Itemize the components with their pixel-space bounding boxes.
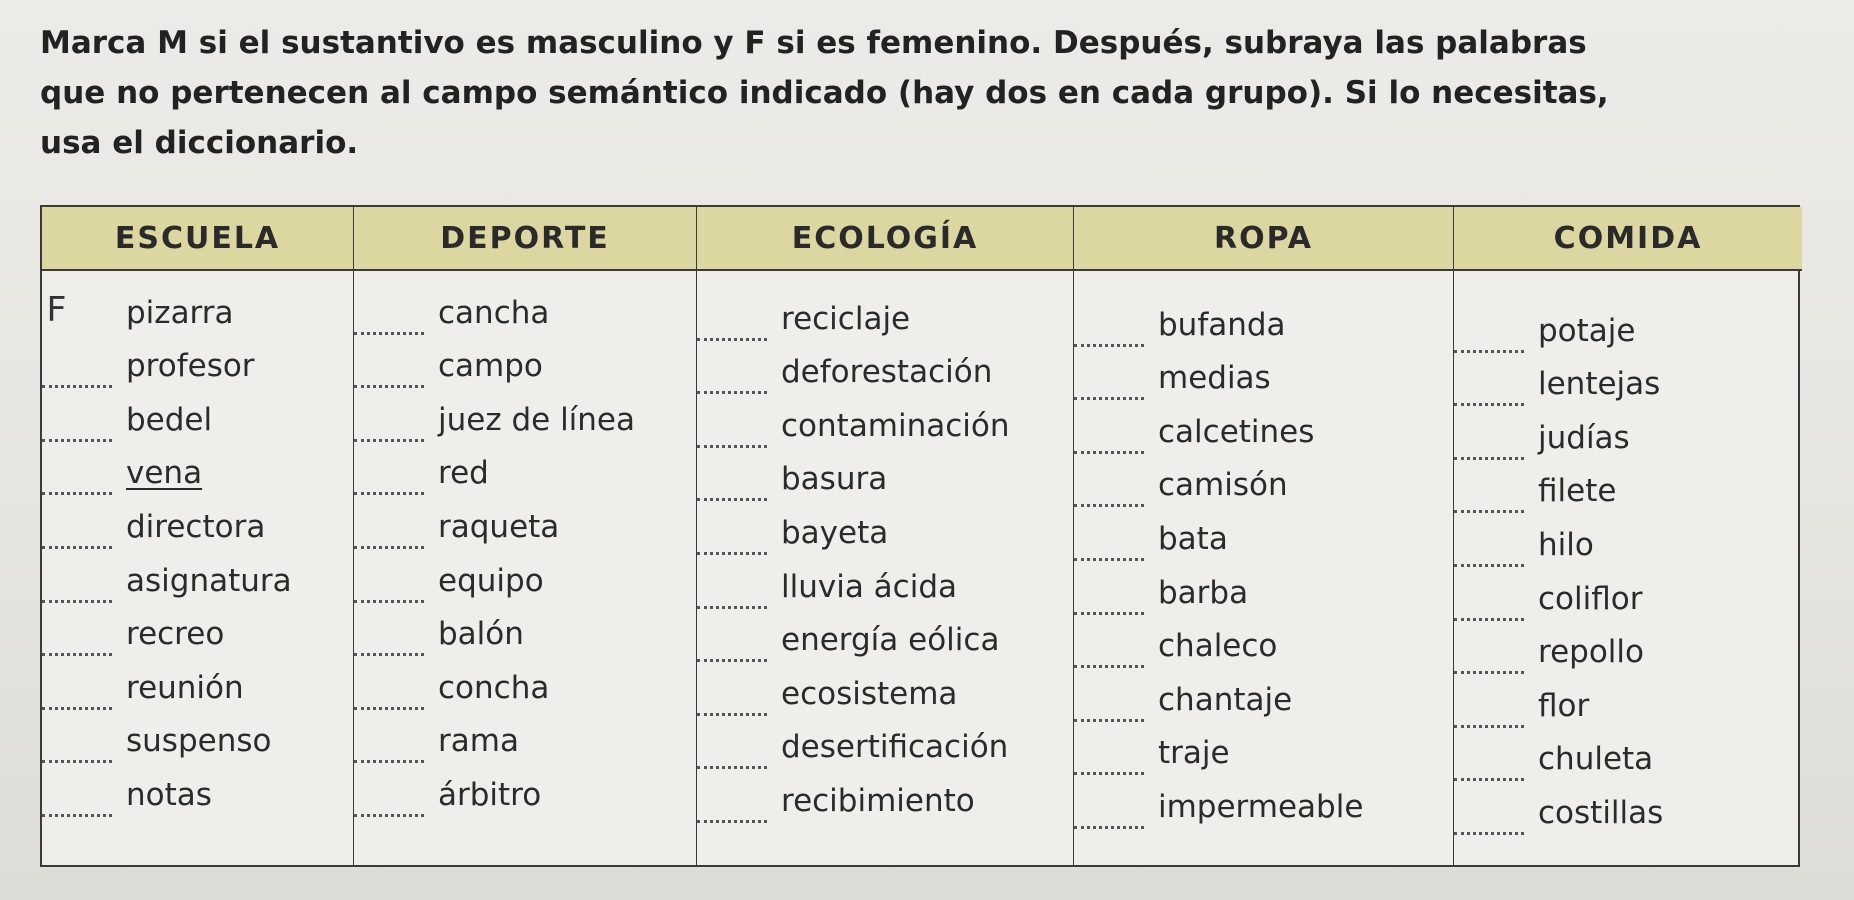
noun-word[interactable]: judías — [1538, 419, 1630, 456]
answer-blank[interactable] — [1454, 590, 1524, 621]
list-item — [697, 769, 1073, 823]
answer-blank[interactable] — [1454, 536, 1524, 567]
answer-blank[interactable] — [1454, 482, 1524, 513]
noun-word[interactable]: recibimiento — [781, 782, 975, 819]
noun-word[interactable]: barba — [1158, 574, 1249, 611]
answer-blank[interactable] — [1074, 798, 1144, 829]
list-item — [354, 495, 696, 549]
noun-word[interactable]: concha — [438, 669, 550, 706]
noun-word[interactable]: cancha — [438, 294, 550, 331]
list-item — [354, 710, 696, 764]
list-item — [1454, 513, 1802, 567]
answer-blank[interactable] — [1074, 637, 1144, 668]
noun-word[interactable]: lentejas — [1538, 366, 1661, 403]
list-item — [42, 442, 353, 496]
answer-blank[interactable] — [1454, 643, 1524, 674]
noun-word[interactable]: desertificación — [781, 729, 1009, 766]
answer-blank[interactable] — [354, 625, 424, 656]
list-item — [1074, 454, 1453, 508]
list-item — [354, 549, 696, 603]
list-item — [354, 335, 696, 389]
noun-word[interactable]: medias — [1158, 360, 1271, 397]
answer-blank[interactable] — [1074, 369, 1144, 400]
column-comida — [1454, 271, 1802, 865]
list-item — [697, 341, 1073, 395]
column-header-ecología: ECOLOGÍA — [697, 207, 1074, 271]
answer-blank[interactable] — [697, 363, 767, 394]
list-item — [1454, 406, 1802, 460]
column-header-ropa: ROPA — [1074, 207, 1454, 271]
answer-blank[interactable] — [42, 518, 112, 549]
list-item — [697, 448, 1073, 502]
noun-word[interactable]: árbitro — [438, 776, 542, 813]
list-item — [1074, 561, 1453, 615]
noun-word[interactable]: potaje — [1538, 312, 1636, 349]
gender-mark: F — [46, 289, 67, 330]
list-item — [1454, 299, 1802, 353]
list-item — [1454, 353, 1802, 407]
noun-word[interactable]: bedel — [126, 401, 213, 438]
answer-blank[interactable] — [697, 524, 767, 555]
list-item — [1454, 674, 1802, 728]
answer-blank[interactable] — [1074, 316, 1144, 347]
answer-blank[interactable] — [354, 357, 424, 388]
noun-word[interactable]: basura — [781, 461, 888, 498]
list-item — [1074, 615, 1453, 669]
answer-blank[interactable] — [354, 732, 424, 763]
noun-word[interactable]: asignatura — [126, 562, 292, 599]
column-deporte — [354, 271, 697, 865]
answer-blank[interactable] — [1074, 423, 1144, 454]
list-item — [1454, 567, 1802, 621]
noun-word[interactable]: recreo — [126, 616, 225, 653]
noun-word[interactable]: raqueta — [438, 508, 560, 545]
answer-blank[interactable] — [42, 679, 112, 710]
answer-blank[interactable] — [42, 357, 112, 388]
list-item — [1454, 460, 1802, 514]
noun-word[interactable]: bufanda — [1158, 306, 1286, 343]
answer-blank[interactable] — [697, 685, 767, 716]
column-header-deporte: DEPORTE — [354, 207, 697, 271]
noun-word[interactable]: deforestación — [781, 354, 993, 391]
noun-word[interactable]: reciclaje — [781, 300, 911, 337]
word-table — [40, 205, 1800, 867]
answer-blank[interactable] — [42, 464, 112, 495]
answer-blank[interactable] — [1074, 691, 1144, 722]
answer-blank[interactable] — [1074, 476, 1144, 507]
list-item — [1074, 668, 1453, 722]
answer-blank[interactable] — [1454, 322, 1524, 353]
list-item — [697, 609, 1073, 663]
noun-word[interactable]: filete — [1538, 473, 1617, 510]
noun-word[interactable]: contaminación — [781, 407, 1010, 444]
list-item — [354, 603, 696, 657]
noun-word[interactable]: energía eólica — [781, 622, 1000, 659]
list-item — [354, 388, 696, 442]
answer-blank[interactable] — [1074, 584, 1144, 615]
noun-word[interactable]: chuleta — [1538, 741, 1654, 778]
noun-word[interactable]: ecosistema — [781, 675, 958, 712]
list-item — [42, 281, 353, 335]
answer-blank[interactable] — [1454, 804, 1524, 835]
list-item — [1454, 621, 1802, 675]
list-item — [1074, 400, 1453, 454]
noun-word[interactable]: costillas — [1538, 794, 1664, 831]
answer-blank[interactable] — [1454, 429, 1524, 460]
noun-word[interactable]: reunión — [126, 669, 244, 706]
list-item — [697, 716, 1073, 770]
exercise-instruction: Marca M si el sustantivo es masculino y F si es femenino. Después, subraya las palabras que no pertenecen al campo semántico indicado (hay dos en cada grupo). Si lo necesitas, usa el diccionario. — [40, 25, 1609, 161]
noun-word[interactable]: juez de línea — [438, 401, 636, 438]
list-item — [1454, 728, 1802, 782]
list-item — [42, 388, 353, 442]
answer-blank[interactable] — [42, 411, 112, 442]
noun-word[interactable]: equipo — [438, 562, 544, 599]
answer-blank[interactable] — [42, 732, 112, 763]
list-item — [354, 763, 696, 817]
noun-word[interactable]: repollo — [1538, 634, 1644, 671]
noun-word[interactable]: bayeta — [781, 514, 889, 551]
noun-word[interactable]: pizarra — [126, 294, 234, 331]
noun-word[interactable]: red — [438, 455, 489, 492]
answer-blank[interactable] — [697, 417, 767, 448]
column-header-comida: COMIDA — [1454, 207, 1802, 271]
list-item — [697, 555, 1073, 609]
noun-word[interactable]: coliflor — [1538, 580, 1643, 617]
list-item — [1074, 722, 1453, 776]
list-item — [1074, 293, 1453, 347]
noun-word[interactable]: rama — [438, 723, 519, 760]
noun-word[interactable]: profesor — [126, 348, 255, 385]
noun-word[interactable]: camisón — [1158, 467, 1288, 504]
list-item — [1074, 775, 1453, 829]
list-item — [1454, 781, 1802, 835]
list-item — [354, 281, 696, 335]
noun-word[interactable]: flor — [1538, 687, 1590, 724]
list-item — [42, 656, 353, 710]
answer-blank[interactable] — [697, 578, 767, 609]
noun-word[interactable]: balón — [438, 616, 524, 653]
list-item — [354, 656, 696, 710]
noun-word[interactable]: hilo — [1538, 526, 1594, 563]
noun-word[interactable]: chantaje — [1158, 681, 1293, 718]
answer-blank[interactable] — [354, 679, 424, 710]
answer-blank[interactable] — [1454, 750, 1524, 781]
list-item — [1074, 347, 1453, 401]
answer-blank[interactable] — [354, 464, 424, 495]
noun-word[interactable]: lluvia ácida — [781, 568, 958, 605]
answer-blank[interactable] — [1454, 697, 1524, 728]
noun-word[interactable]: suspenso — [126, 723, 272, 760]
answer-blank[interactable] — [697, 470, 767, 501]
list-item — [354, 442, 696, 496]
answer-blank[interactable] — [42, 786, 112, 817]
noun-word[interactable]: vena — [126, 455, 203, 492]
answer-blank[interactable] — [1074, 744, 1144, 775]
list-item — [42, 710, 353, 764]
noun-word[interactable]: impermeable — [1158, 788, 1364, 825]
noun-word[interactable]: traje — [1158, 735, 1230, 772]
answer-blank[interactable] — [697, 310, 767, 341]
list-item — [697, 394, 1073, 448]
list-item — [697, 287, 1073, 341]
noun-word[interactable]: bata — [1158, 520, 1228, 557]
noun-word[interactable]: campo — [438, 348, 543, 385]
noun-word[interactable]: notas — [126, 776, 212, 813]
answer-blank[interactable] — [697, 792, 767, 823]
column-header-escuela: ESCUELA — [42, 207, 354, 271]
list-item — [697, 662, 1073, 716]
column-ropa — [1074, 271, 1454, 865]
list-item — [697, 501, 1073, 555]
answer-blank[interactable] — [42, 572, 112, 603]
noun-word[interactable]: chaleco — [1158, 628, 1278, 665]
list-item — [42, 335, 353, 389]
list-item — [42, 763, 353, 817]
answer-blank[interactable] — [354, 411, 424, 442]
list-item — [42, 603, 353, 657]
answer-blank[interactable] — [42, 625, 112, 656]
noun-word[interactable]: directora — [126, 508, 266, 545]
answer-blank[interactable] — [354, 518, 424, 549]
answer-blank[interactable] — [1074, 530, 1144, 561]
answer-blank[interactable] — [42, 289, 112, 335]
column-ecología — [697, 271, 1074, 865]
answer-blank[interactable] — [354, 786, 424, 817]
answer-blank[interactable] — [697, 631, 767, 662]
answer-blank[interactable] — [354, 304, 424, 335]
list-item — [42, 495, 353, 549]
list-item — [42, 549, 353, 603]
column-escuela — [42, 271, 354, 865]
answer-blank[interactable] — [1454, 375, 1524, 406]
list-item — [1074, 507, 1453, 561]
answer-blank[interactable] — [697, 738, 767, 769]
noun-word[interactable]: calcetines — [1158, 413, 1315, 450]
answer-blank[interactable] — [354, 572, 424, 603]
